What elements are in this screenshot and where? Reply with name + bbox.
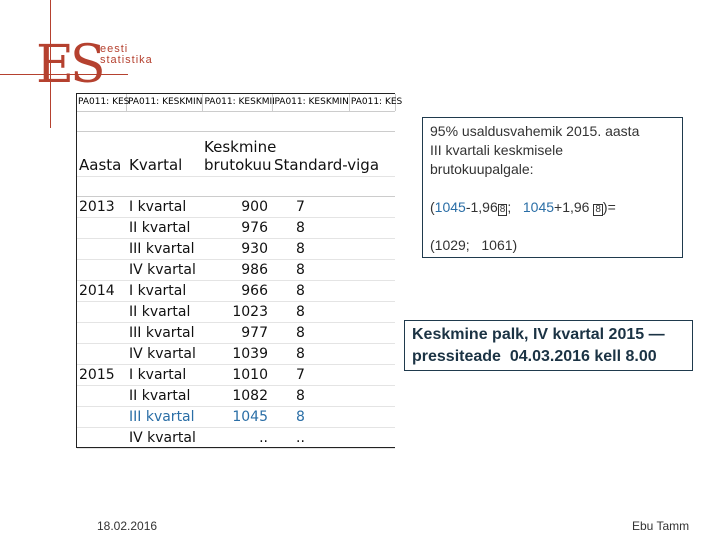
table-cell [77, 428, 126, 448]
ci-text: III kvartali keskmisele [430, 142, 564, 158]
table-cell: IV kvartal [129, 262, 196, 278]
logo-text: eesti statistika [100, 43, 153, 66]
table-cell: 1045 [232, 409, 268, 425]
table-cell: III kvartal [129, 325, 195, 341]
table-row [77, 281, 395, 302]
table-cell: 1023 [232, 304, 268, 320]
table-cell: 8 [296, 241, 305, 257]
data-table [76, 93, 403, 448]
table-cell: .. [259, 430, 268, 446]
column-source-headers [77, 94, 403, 112]
table-cell: IV kvartal [129, 346, 196, 362]
table-cell: 8 [296, 304, 305, 320]
table-cell: I kvartal [129, 283, 187, 299]
ci-formula: (1045-1,96 8 ; 1045+1,96 8 )= [430, 199, 616, 215]
table-cell: 8 [296, 346, 305, 362]
source-header: PA011: KES [77, 94, 127, 111]
header-aasta: Aasta [79, 156, 122, 174]
table-cell [77, 302, 126, 322]
table-cell: .. [296, 430, 305, 446]
footer-date: 18.02.2016 [97, 519, 158, 533]
table-cell [77, 239, 126, 259]
table-row [77, 302, 395, 323]
table-cell [77, 386, 126, 406]
table-cell: 1010 [232, 367, 268, 383]
table-cell: I kvartal [129, 199, 187, 215]
source-header: PA011: KESKMIN [273, 94, 349, 111]
table-cell: 1082 [232, 388, 268, 404]
header-kvartal: Kvartal [129, 156, 183, 174]
table-cell: IV kvartal [129, 430, 196, 446]
table-row [77, 428, 395, 449]
footer-author: Ebu Tamm [632, 519, 690, 533]
table-row [77, 197, 395, 218]
table-row [77, 218, 395, 239]
source-header: PA011: KESKMIN [127, 94, 203, 111]
press-release-link[interactable] [404, 320, 693, 371]
header-standardviga: Standard-viga [274, 156, 380, 174]
table-cell: 900 [241, 199, 268, 215]
press-text: pressiteade 04.03.2016 kell 8.00 [412, 348, 657, 365]
table-row [77, 365, 395, 386]
table-cell: 8 [296, 409, 305, 425]
table-cell: 1039 [232, 346, 268, 362]
table-cell: 7 [296, 367, 305, 383]
table-cell [77, 218, 126, 238]
source-header: PA011: KES [350, 94, 396, 111]
source-header: PA011: KESKMII [203, 94, 273, 111]
blank-row [77, 112, 395, 132]
table-cell: I kvartal [129, 367, 187, 383]
table-cell: II kvartal [129, 304, 191, 320]
table-row [77, 323, 395, 344]
table-cell: 2013 [79, 199, 115, 215]
table-row [77, 239, 395, 260]
missing-glyph-icon: 8 [595, 204, 601, 215]
ci-text: brutokuupalgale: [430, 161, 534, 177]
missing-glyph-icon: 8 [499, 204, 506, 215]
table-row [77, 260, 395, 281]
header-keskmine: Keskmine brutokuu [204, 138, 277, 174]
table-cell: III kvartal [129, 241, 195, 257]
table-cell [77, 344, 126, 364]
table-header-row [77, 132, 395, 177]
logo-mark: ES [36, 35, 102, 95]
table-cell [77, 260, 126, 280]
blank-row [77, 177, 395, 197]
table-cell: 2015 [79, 367, 115, 383]
table-cell: 8 [296, 220, 305, 236]
table-cell [77, 323, 126, 343]
table-cell: II kvartal [129, 388, 191, 404]
table-cell: 8 [296, 388, 305, 404]
ci-text: 95% usaldusvahemik 2015. aasta [430, 123, 640, 139]
table-cell: 8 [296, 325, 305, 341]
table-cell: 966 [241, 283, 268, 299]
ci-result: (1029; 1061) [430, 237, 518, 253]
table-cell: 977 [241, 325, 268, 341]
table-row [77, 386, 395, 407]
table-row [77, 344, 395, 365]
table-cell: II kvartal [129, 220, 191, 236]
table-cell: 976 [241, 220, 268, 236]
table-cell: 8 [296, 262, 305, 278]
table-cell: III kvartal [129, 409, 195, 425]
table-cell: 7 [296, 199, 305, 215]
table-cell: 2014 [79, 283, 115, 299]
table-cell: 8 [296, 283, 305, 299]
table-cell: 930 [241, 241, 268, 257]
table-cell [77, 407, 126, 427]
press-text: Keskmine palk, IV kvartal 2015 — [412, 326, 665, 343]
table-cell: 986 [241, 262, 268, 278]
table-row [77, 407, 395, 428]
confidence-interval-box [422, 117, 683, 258]
